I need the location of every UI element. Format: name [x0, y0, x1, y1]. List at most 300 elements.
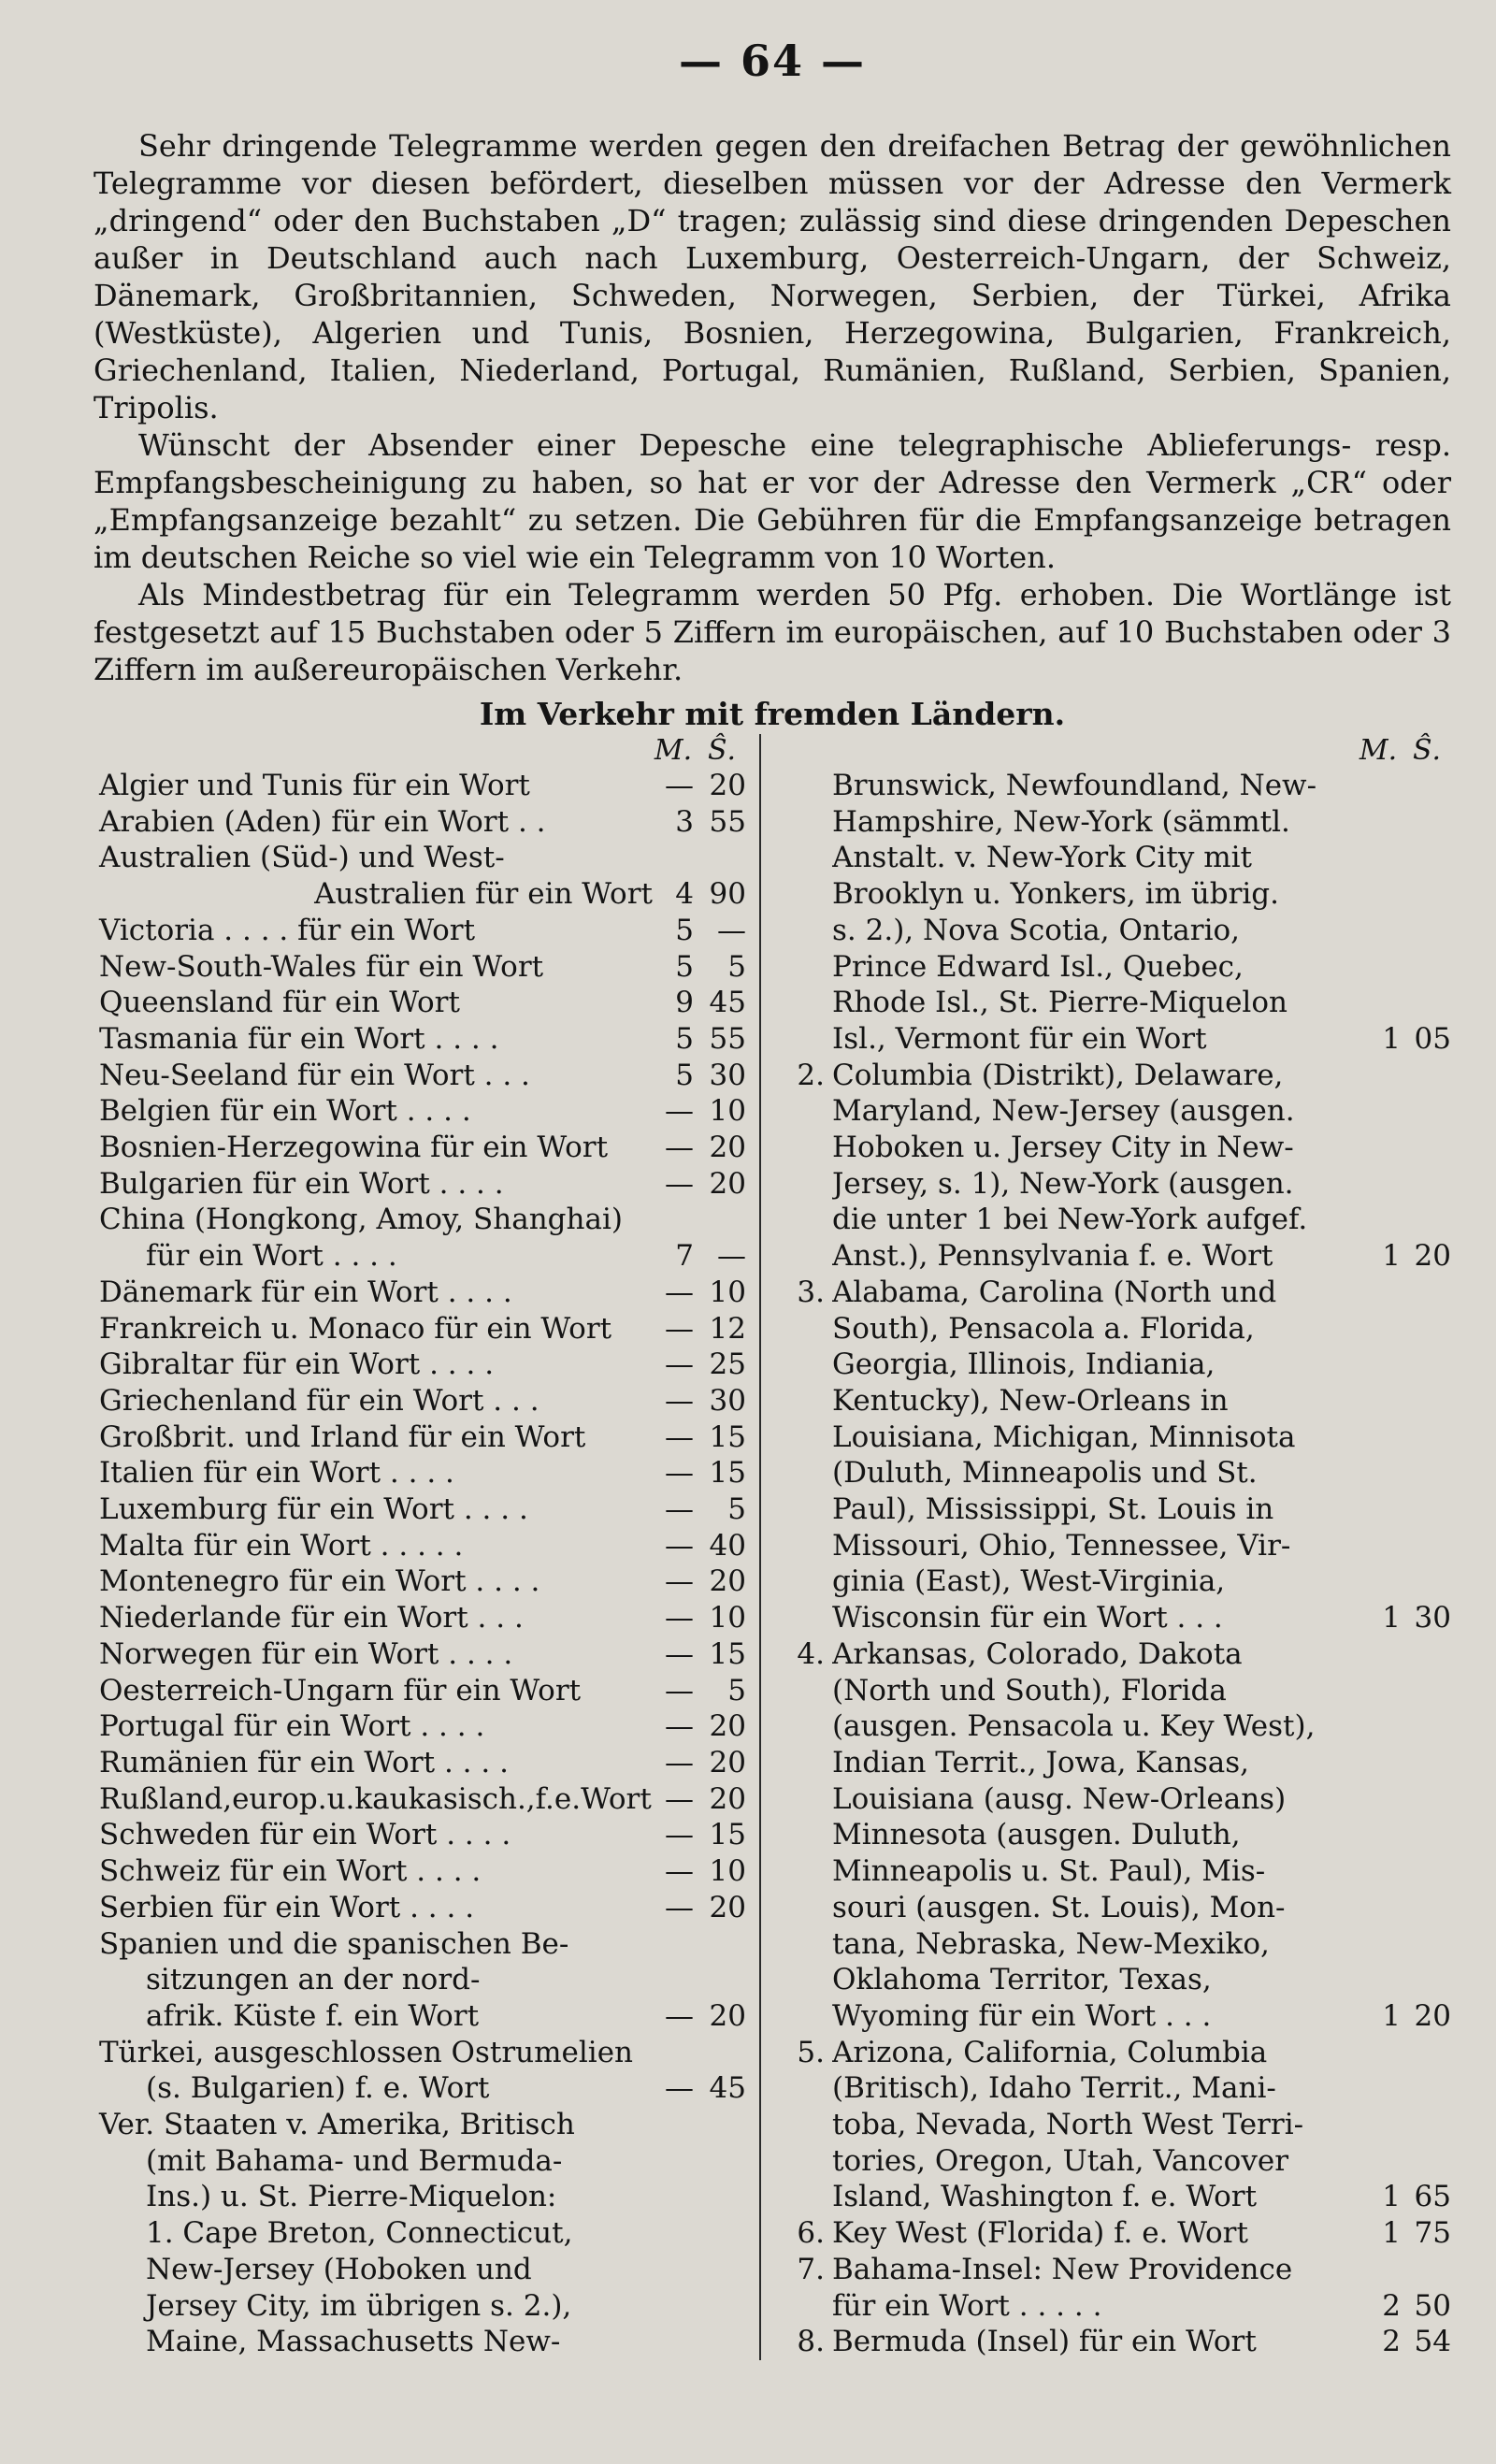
rate-label: Australien für ein Wort	[314, 877, 653, 912]
rate-label: Isl., Vermont für ein Wort	[832, 1021, 1207, 1056]
rate-label: Ins.) u. St. Pierre-Miquelon:	[146, 2180, 557, 2214]
rate-mark	[1363, 1781, 1401, 1818]
rate-row	[94, 1962, 746, 1998]
rate-group-number	[784, 1202, 832, 1238]
rate-mark: —	[665, 1131, 694, 1165]
rate-group-number: 2.	[797, 1058, 825, 1092]
rate-pfennig	[1401, 985, 1451, 1021]
rate-row	[784, 1311, 1451, 1347]
rate-mark: —	[665, 1275, 694, 1309]
rate-pfennig	[1401, 1926, 1451, 1963]
rate-pfennig: 5	[727, 949, 746, 984]
rate-pfennig	[1401, 876, 1451, 913]
rate-label: South), Pensacola a. Florida,	[832, 1311, 1255, 1346]
rate-pfennig: 20	[709, 769, 746, 802]
rate-row	[94, 1673, 746, 1709]
rate-pfennig	[1401, 1383, 1451, 1419]
rate-label: 1. Cape Breton, Connecticut,	[146, 2216, 573, 2251]
rate-mark	[1363, 876, 1401, 913]
rate-label: Bahama-Insel: New Providence	[832, 2252, 1293, 2286]
rate-mark	[653, 2215, 694, 2252]
rate-label: tana, Nebraska, New-Mexiko,	[832, 1926, 1270, 1961]
rate-mark	[1363, 840, 1401, 876]
rate-mark: 5	[675, 949, 694, 984]
rate-label: ginia (East), West-Virginia,	[832, 1564, 1226, 1599]
rate-row	[94, 1890, 746, 1926]
rate-mark	[1363, 1491, 1401, 1528]
rate-mark	[1363, 1130, 1401, 1166]
rate-pfennig: 30	[709, 1383, 746, 1418]
rate-mark	[1363, 1166, 1401, 1203]
rate-row	[784, 1600, 1451, 1636]
rate-row	[784, 2179, 1451, 2215]
rate-pfennig: 20	[709, 1564, 746, 1599]
rate-pfennig	[1401, 1781, 1451, 1818]
rate-pfennig	[1401, 1202, 1451, 1238]
rate-pfennig: 10	[709, 1854, 746, 1889]
rate-mark	[1363, 1745, 1401, 1781]
rate-label: Rumänien für ein Wort . . . .	[99, 1745, 509, 1780]
rate-row	[94, 1491, 746, 1528]
rate-label: (North und South), Florida	[832, 1673, 1227, 1708]
rate-mark: —	[665, 1709, 694, 1744]
rate-label: Schweden für ein Wort . . . .	[99, 1818, 511, 1852]
rate-row	[784, 876, 1451, 913]
rate-mark: 5	[675, 913, 694, 947]
rate-group-number: 3.	[797, 1275, 825, 1309]
rate-group-number	[784, 985, 832, 1021]
rate-label: Oklahoma Territor, Texas,	[832, 1963, 1212, 1997]
rate-label: Niederlande für ein Wort . . .	[99, 1601, 524, 1635]
rate-label: Frankreich u. Monaco für ein Wort	[99, 1311, 612, 1346]
rate-pfennig	[1401, 1890, 1451, 1926]
rate-label: Louisiana, Michigan, Minnisota	[832, 1419, 1296, 1454]
rate-row	[94, 949, 746, 986]
rate-label: für ein Wort . . . .	[146, 1239, 397, 1274]
section-heading: Im Verkehr mit fremden Ländern.	[479, 696, 1066, 732]
rate-mark: —	[665, 1492, 694, 1527]
rate-pfennig: 20	[709, 1998, 746, 2033]
rate-pfennig	[694, 840, 746, 876]
rate-row	[94, 1600, 746, 1636]
rate-row	[784, 1781, 1451, 1818]
rate-row	[94, 1853, 746, 1890]
rate-pfennig: —	[717, 913, 746, 947]
rate-pfennig: 55	[709, 804, 746, 839]
rate-group-number	[784, 2179, 832, 2215]
rate-row	[784, 1419, 1451, 1456]
rate-row	[94, 1021, 746, 1058]
rate-group-number	[784, 949, 832, 986]
rate-mark: —	[665, 1781, 694, 1816]
rate-label: Norwegen für ein Wort . . . .	[99, 1636, 513, 1671]
rate-label: souri (ausgen. St. Louis), Mon-	[832, 1890, 1286, 1924]
rate-row	[784, 2252, 1451, 2288]
rate-group-number	[784, 1528, 832, 1564]
rate-label: Ver. Staaten v. Amerika, Britisch	[99, 2108, 575, 2142]
rate-pfennig	[1401, 1673, 1451, 1709]
rate-row	[784, 840, 1451, 876]
rate-mark: 5	[675, 1021, 694, 1056]
rate-group-number	[784, 1093, 832, 1130]
rate-pfennig: 20	[709, 1745, 746, 1780]
rate-label: New-Jersey (Hoboken und	[146, 2252, 532, 2286]
rate-group-number	[784, 876, 832, 913]
rate-mark	[1363, 1708, 1401, 1745]
rate-label: (Britisch), Idaho Territ., Mani-	[832, 2071, 1276, 2106]
rate-pfennig	[1401, 1745, 1451, 1781]
rate-mark: —	[665, 1601, 694, 1635]
rate-label: Indian Territ., Jowa, Kansas,	[832, 1745, 1250, 1780]
rate-pfennig	[694, 2143, 746, 2180]
rate-label: die unter 1 bei New-York aufgef.	[832, 1203, 1308, 1237]
rate-mark: —	[665, 1347, 694, 1382]
rate-row	[94, 2288, 746, 2325]
rate-pfennig: 20	[709, 1709, 746, 1744]
rate-pfennig: 20	[709, 1781, 746, 1816]
rate-row	[94, 2035, 746, 2071]
rate-pfennig	[1401, 1058, 1451, 1094]
rate-group-number	[784, 1998, 832, 2035]
rate-label: Brunswick, Newfoundland, New-	[832, 769, 1317, 802]
rate-label: Montenegro für ein Wort . . . .	[99, 1564, 540, 1599]
rate-pfennig: 20	[709, 1131, 746, 1165]
rate-label: Arizona, California, Columbia	[832, 2035, 1268, 2069]
rate-label: Bermuda (Insel) für ein Wort	[832, 2325, 1257, 2359]
rate-row	[94, 1347, 746, 1383]
rate-row	[94, 2324, 746, 2360]
rate-row	[784, 1275, 1451, 1311]
rate-mark: —	[665, 1818, 694, 1852]
rate-row	[94, 2215, 746, 2252]
rate-row	[784, 1491, 1451, 1528]
rate-label: Wyoming für ein Wort . . .	[832, 1998, 1212, 2033]
rate-label: Spanien und die spanischen Be-	[99, 1926, 569, 1961]
rate-mark: —	[665, 2071, 694, 2106]
rate-pfennig	[1401, 949, 1451, 986]
rate-pfennig: 15	[709, 1818, 746, 1852]
rate-row	[784, 1636, 1451, 1673]
rate-row	[784, 1383, 1451, 1419]
rate-pfennig	[1401, 1130, 1451, 1166]
rate-pfennig: 12	[709, 1311, 746, 1346]
rate-label: Algier und Tunis für ein Wort	[99, 769, 530, 802]
rate-mark	[1363, 913, 1401, 949]
rate-row	[94, 1528, 746, 1564]
rate-row	[94, 804, 746, 841]
rate-row	[784, 1166, 1451, 1203]
rate-mark	[1363, 2252, 1401, 2288]
rate-group-number	[784, 1455, 832, 1491]
rate-pfennig	[1401, 1419, 1451, 1456]
rate-row	[784, 1202, 1451, 1238]
rate-label: Columbia (Distrikt), Delaware,	[832, 1058, 1284, 1092]
rate-group-number	[784, 1817, 832, 1853]
rate-pfennig	[1401, 2070, 1451, 2107]
rate-pfennig: 55	[709, 1021, 746, 1056]
rate-row	[784, 1926, 1451, 1963]
rate-row	[94, 1202, 746, 1238]
rate-label: Rhode Isl., St. Pierre-Miquelon	[832, 986, 1287, 1020]
rate-mark	[1363, 1455, 1401, 1491]
rate-label: Malta für ein Wort . . . . .	[99, 1528, 464, 1563]
rate-mark: —	[665, 1854, 694, 1889]
rate-label: Arkansas, Colorado, Dakota	[832, 1636, 1243, 1671]
rate-mark	[1363, 1528, 1401, 1564]
rate-label: Key West (Florida) f. e. Wort	[832, 2216, 1248, 2251]
rate-row	[94, 985, 746, 1021]
rate-mark: —	[665, 1456, 694, 1491]
rate-label: (s. Bulgarien) f. e. Wort	[146, 2071, 490, 2106]
rate-mark	[653, 1962, 694, 1998]
left-column	[94, 734, 772, 2360]
rate-mark	[1363, 1636, 1401, 1673]
rate-row	[94, 768, 746, 804]
rate-mark: 9	[675, 986, 694, 1020]
rate-mark: —	[665, 1166, 694, 1201]
rate-row	[94, 1781, 746, 1818]
rate-group-number	[784, 1600, 832, 1636]
rate-group-number	[784, 840, 832, 876]
rate-label: (Duluth, Minneapolis und St.	[832, 1456, 1258, 1491]
rate-pfennig: 90	[709, 877, 746, 912]
rate-mark	[1363, 1275, 1401, 1311]
rate-pfennig	[1401, 1962, 1451, 1998]
rate-row	[94, 913, 746, 949]
rate-label: Arabien (Aden) für ein Wort . .	[99, 804, 546, 839]
rate-group-number	[784, 1238, 832, 1275]
left-rate-list	[94, 768, 746, 2360]
rate-label: Tasmania für ein Wort . . . .	[99, 1021, 499, 1056]
rate-row	[94, 1563, 746, 1600]
rate-row	[94, 1998, 746, 2035]
rate-pfennig	[1401, 768, 1451, 804]
rate-pfennig	[1401, 2252, 1451, 2288]
rate-row	[784, 1745, 1451, 1781]
rate-row	[94, 876, 746, 913]
rate-label: Griechenland für ein Wort . . .	[99, 1383, 539, 1418]
rate-pfennig: 20	[709, 1166, 746, 1201]
rate-label: toba, Nevada, North West Terri-	[832, 2108, 1304, 2142]
rate-pfennig: 50	[1414, 2288, 1451, 2323]
rate-mark: —	[665, 1528, 694, 1563]
rate-pfennig	[694, 2179, 746, 2215]
rate-mark	[653, 2179, 694, 2215]
rate-pfennig	[1401, 1275, 1451, 1311]
rate-label: s. 2.), Nova Scotia, Ontario,	[832, 913, 1241, 947]
rate-group-number	[784, 1563, 832, 1600]
rate-pfennig	[694, 2107, 746, 2143]
rate-row	[784, 1998, 1451, 2035]
rate-group-number	[784, 768, 832, 804]
rate-row	[94, 1093, 746, 1130]
paragraph-minimum-charge: Als Mindestbetrag für ein Telegramm werden 50 Pfg. erhoben. Die Wortlänge ist festgesetzt auf 15 Buchstaben oder 5 Ziffern im europäischen, auf 10 Buchstaben oder 3 Ziffern im außereuropäischen Verkehr.	[94, 577, 1451, 687]
rate-mark: —	[665, 1564, 694, 1599]
rate-pfennig	[1401, 804, 1451, 841]
rate-row	[784, 804, 1451, 841]
rate-group-number: 8.	[797, 2325, 825, 2359]
rate-group-number	[784, 804, 832, 841]
rate-pfennig	[1401, 1708, 1451, 1745]
rate-group-number	[784, 2107, 832, 2143]
rate-label: afrik. Küste f. ein Wort	[146, 1998, 480, 2033]
rate-label: für ein Wort . . . . .	[832, 2288, 1102, 2323]
rate-group-number	[784, 1781, 832, 1818]
pfennig-unit-label: Ŝ.	[707, 734, 737, 767]
rate-pfennig: 54	[1414, 2325, 1451, 2359]
rate-group-number	[784, 1347, 832, 1383]
rate-label: Hampshire, New-York (sämmtl.	[832, 804, 1290, 839]
rate-group-number	[784, 1745, 832, 1781]
rate-mark: 5	[675, 1058, 694, 1092]
rate-pfennig: 75	[1414, 2216, 1451, 2251]
rate-mark: —	[665, 1998, 694, 2033]
rate-pfennig: —	[717, 1239, 746, 1274]
rate-pfennig: 20	[1414, 1998, 1451, 2033]
rate-label: tories, Oregon, Utah, Vancover	[832, 2143, 1289, 2178]
rate-mark	[653, 2035, 694, 2071]
rate-mark: 1	[1382, 1021, 1401, 1056]
rate-row	[94, 1419, 746, 1456]
rate-group-number	[784, 1419, 832, 1456]
rate-row	[784, 1962, 1451, 1998]
rate-mark: —	[665, 1383, 694, 1418]
rate-row	[94, 1275, 746, 1311]
rate-mark: 1	[1382, 2180, 1401, 2214]
rate-label: (ausgen. Pensacola u. Key West),	[832, 1709, 1316, 1744]
rate-pfennig: 10	[709, 1601, 746, 1635]
rate-pfennig	[1401, 1636, 1451, 1673]
rate-group-number: 4.	[797, 1636, 825, 1671]
rate-group-number: 7.	[797, 2252, 825, 2286]
rate-row	[784, 1455, 1451, 1491]
rate-pfennig	[1401, 1166, 1451, 1203]
rate-mark	[1363, 1058, 1401, 1094]
rate-pfennig	[1401, 1455, 1451, 1491]
rate-group-number	[784, 2288, 832, 2325]
rate-pfennig: 15	[709, 1636, 746, 1671]
rate-group-number	[784, 2143, 832, 2180]
rate-pfennig: 05	[1414, 1021, 1451, 1056]
rate-row	[94, 1455, 746, 1491]
rate-pfennig: 25	[709, 1347, 746, 1382]
rate-mark	[1363, 1311, 1401, 1347]
rate-label: Island, Washington f. e. Wort	[832, 2180, 1258, 2214]
rate-pfennig	[1401, 1347, 1451, 1383]
rate-row	[94, 1238, 746, 1275]
rate-mark	[653, 2252, 694, 2288]
rate-mark: 1	[1382, 1998, 1401, 2033]
rate-group-number	[784, 1166, 832, 1203]
rate-mark	[1363, 985, 1401, 1021]
rate-pfennig	[694, 1962, 746, 1998]
rate-mark: —	[665, 1673, 694, 1708]
rate-label: Neu-Seeland für ein Wort . . .	[99, 1058, 530, 1092]
rate-label: Portugal für ein Wort . . . .	[99, 1709, 485, 1744]
rate-mark: —	[665, 1311, 694, 1346]
rate-row	[784, 768, 1451, 804]
rate-pfennig	[1401, 1491, 1451, 1528]
rate-mark	[653, 1202, 694, 1238]
left-currency-header	[94, 734, 746, 768]
rate-label: Anstalt. v. New-York City mit	[832, 841, 1253, 875]
rate-row	[784, 2035, 1451, 2071]
rate-mark	[653, 2107, 694, 2143]
rate-label: Dänemark für ein Wort . . . .	[99, 1275, 512, 1309]
rate-label: Queensland für ein Wort	[99, 986, 460, 1020]
rate-label: Alabama, Carolina (North und	[832, 1275, 1277, 1309]
rate-pfennig	[1401, 1311, 1451, 1347]
rate-row	[784, 1563, 1451, 1600]
rate-label: Türkei, ausgeschlossen Ostrumelien	[99, 2035, 634, 2069]
rate-row	[784, 1058, 1451, 1094]
rate-group-number	[784, 2070, 832, 2107]
rate-row	[94, 1058, 746, 1094]
rate-row	[94, 2179, 746, 2215]
rate-row	[94, 2143, 746, 2180]
rate-pfennig	[1401, 1817, 1451, 1853]
rate-row	[784, 913, 1451, 949]
rate-mark: 7	[675, 1239, 694, 1274]
rate-mark	[1363, 2143, 1401, 2180]
rate-mark	[1363, 1817, 1401, 1853]
rate-label: Kentucky), New-Orleans in	[832, 1383, 1229, 1418]
rate-mark: 1	[1382, 1601, 1401, 1635]
rate-label: Belgien für ein Wort . . . .	[99, 1094, 471, 1129]
rate-label: Jersey, s. 1), New-York (ausgen.	[832, 1166, 1294, 1201]
rate-pfennig	[1401, 913, 1451, 949]
rate-mark: —	[665, 1745, 694, 1780]
rate-label: Georgia, Illinois, Indiania,	[832, 1347, 1216, 1382]
rate-row	[784, 1130, 1451, 1166]
rate-mark	[1363, 1890, 1401, 1926]
rate-pfennig: 20	[1414, 1239, 1451, 1274]
rate-mark: —	[665, 1636, 694, 1671]
rate-pfennig: 40	[709, 1528, 746, 1563]
rate-group-number: 6.	[797, 2216, 825, 2251]
rate-label: Louisiana (ausg. New-Orleans)	[832, 1781, 1287, 1816]
mark-unit-label: M.	[654, 734, 693, 767]
rate-mark: 3	[675, 804, 694, 839]
rate-label: Rußland,europ.u.kaukasisch.,f.e.Wort	[99, 1781, 652, 1816]
rate-row	[784, 1093, 1451, 1130]
rate-label: New-South-Wales für ein Wort	[99, 949, 544, 984]
rate-mark	[1363, 2107, 1401, 2143]
rate-mark	[1363, 1926, 1401, 1963]
rate-pfennig	[694, 2252, 746, 2288]
rate-row	[94, 1817, 746, 1853]
right-currency-header	[784, 734, 1451, 768]
rate-mark: —	[665, 1419, 694, 1454]
rate-row	[784, 949, 1451, 986]
rate-pfennig	[1401, 2143, 1451, 2180]
rate-mark: 2	[1382, 2325, 1401, 2359]
rate-mark	[1363, 1383, 1401, 1419]
rate-pfennig: 20	[709, 1890, 746, 1924]
rate-pfennig	[694, 2324, 746, 2360]
rate-label: Gibraltar für ein Wort . . . .	[99, 1347, 495, 1382]
rate-pfennig	[1401, 2035, 1451, 2071]
rate-mark	[1363, 768, 1401, 804]
mark-unit-label: M.	[1359, 734, 1398, 767]
rate-row	[784, 1890, 1451, 1926]
rate-label: Minnesota (ausgen. Duluth,	[832, 1818, 1241, 1852]
rate-label: Maine, Massachusetts New-	[146, 2325, 561, 2359]
rate-mark: —	[665, 1094, 694, 1129]
rate-mark: —	[665, 769, 694, 802]
rate-group-number: 5.	[797, 2035, 825, 2069]
rate-pfennig	[1401, 1528, 1451, 1564]
